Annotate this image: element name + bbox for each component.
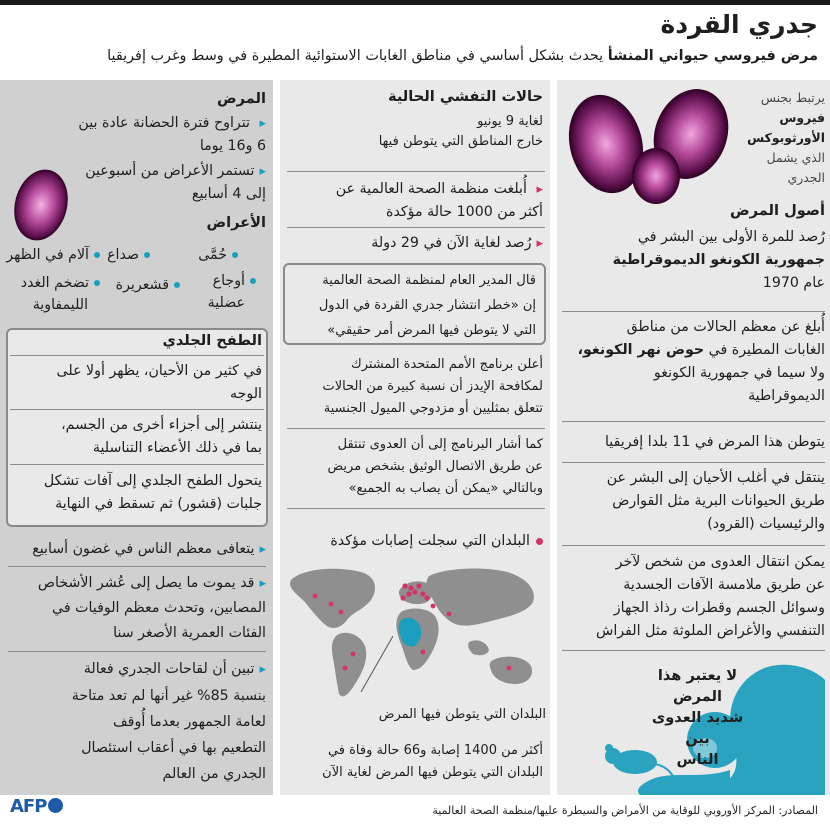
symptom-label: تضخم الغدد: [20, 275, 89, 291]
outbreak-scope: خارج المناطق التي يتوطن فيها: [378, 134, 543, 149]
text-line: الديموقراطية: [748, 388, 825, 404]
map-legend-endemic: البلدان التي يتوطن فيها المرض: [378, 707, 546, 722]
symptom-label: حُمَّى: [198, 247, 227, 263]
divider: [562, 545, 825, 546]
origin-heading: أصول المرض: [730, 202, 825, 219]
rash-heading: الطفح الجلدي: [162, 332, 262, 349]
virus-caption-bold: الأورثوبوكس: [747, 130, 825, 145]
text-line: التنفسي والأغراض الملوثة مثل الفراش: [596, 623, 825, 639]
text-line: الجدري من العالم: [162, 766, 266, 782]
symptom-lymph-nodes: [21, 272, 100, 316]
who-quote-box: [283, 263, 546, 345]
text-line: ينتشر إلى أجزاء أخرى من الجسم،: [61, 417, 262, 433]
divider: [10, 355, 264, 356]
rash-face: [14, 360, 262, 406]
symptom-label: آلام في الظهر: [6, 247, 89, 263]
text-line: البلدان التي يتوطن فيها المرض لغاية الآن: [322, 765, 543, 780]
origin-section: [565, 200, 825, 295]
text-line: بنسبة 85% غير أنها لم تعد متاحة: [71, 688, 266, 704]
text-line: ينتقل في أغلب الأحيان إلى البشر عن: [606, 470, 825, 486]
text-line: تتراوح فترة الحضانة عادة بين: [78, 115, 250, 131]
text-line: أكثر من 1400 إصابة و66 حالة وفاة في: [327, 743, 543, 758]
not-contagious-note: [640, 665, 755, 770]
endemic-countries: يتوطن هذا المرض في 11 بلدا إفريقيا: [604, 434, 825, 450]
symptom-fever: [198, 244, 238, 266]
endemic-stats: [287, 740, 543, 784]
text-line: لعامة الجمهور بعدما أُوقف: [113, 714, 266, 730]
divider: [287, 508, 545, 509]
symptom-back-pain: [6, 244, 100, 266]
divider: [287, 428, 545, 429]
outbreak-date: لغاية 9 يونيو: [477, 114, 543, 129]
text-line: بما في ذلك الأعضاء التناسلية: [92, 440, 262, 456]
disease-heading: المرض: [217, 90, 266, 107]
virus-image: [566, 84, 736, 204]
text-line: رُصد لغاية الآن في 29 دولة: [371, 235, 532, 251]
text-line: أُبلغ عن معظم الحالات من مناطق: [626, 319, 825, 335]
text-line: ولا سيما في جمهورية الكونغو: [653, 365, 825, 381]
text-line: والرئيسيات (القرود): [707, 516, 825, 532]
afp-logo-text: AFP: [10, 796, 47, 817]
text-line: الفئات العمرية الأصغر سنا: [113, 625, 266, 641]
vaccine: [8, 656, 266, 787]
text-line: تستمر الأعراض من أسبوعين: [85, 163, 255, 179]
sources-footer: المصادر: المركز الأوروبي للوقاية من الأمراض والسيطرة عليها/منظمة الصحة العالمية: [432, 804, 818, 817]
rash-spread: [14, 414, 262, 460]
text-line: إلى 4 أسابيع: [191, 186, 266, 202]
divider: [10, 464, 264, 465]
text-line: تتعلق بمثليين أو مزدوجي الميول الجنسية: [323, 401, 543, 416]
symptoms-duration: [75, 160, 266, 206]
spread-statement: [287, 434, 543, 500]
text-line: يمكن انتقال العدوى من شخص لآخر: [615, 554, 825, 570]
text-line: يتحول الطفح الجلدي إلى آفات تشكل: [43, 473, 262, 489]
outbreak-section: [287, 86, 543, 152]
text-line: يتعافى معظم الناس في غضون أسابيع: [32, 541, 255, 557]
divider: [10, 409, 264, 410]
incubation: [8, 112, 266, 158]
virus-caption-line: يرتبط بجنس: [760, 90, 825, 105]
divider: [8, 566, 266, 567]
rash-scabs: [14, 470, 262, 516]
who-cases: [287, 178, 543, 224]
text-line: 6 و16 يوما: [199, 138, 266, 154]
text-line: [565, 339, 825, 362]
virus-caption-line: الذي يشمل: [766, 150, 825, 165]
congo-basin: [565, 316, 825, 408]
divider: [562, 650, 825, 651]
divider: [287, 227, 545, 228]
virus-small-image: [10, 165, 72, 245]
top-bar: [0, 0, 830, 5]
text-span-bold: حوض نهر الكونغو،: [577, 342, 705, 358]
afp-logo: [10, 796, 63, 817]
text-line: لا يعتبر هذا المرض: [657, 667, 738, 705]
divider: [287, 171, 545, 172]
divider: [562, 421, 825, 422]
symptom-muscle-pain: [208, 270, 256, 314]
subtitle-rest: يحدث بشكل أساسي في مناطق الغابات الاستوائية المطيرة في وسط وغرب إفريقيا: [107, 48, 608, 64]
text-line: التي لا يتوطن فيها المرض أمر حقيقي»: [327, 323, 536, 338]
page-title: جدري القردة: [660, 10, 818, 39]
virus-caption-line: الجدري: [787, 170, 825, 185]
outbreak-heading: حالات التفشي الحالية: [387, 88, 543, 105]
text-line: كما أشار البرنامج إلى أن العدوى تنتقل: [337, 437, 543, 452]
symptom-headache: [107, 244, 150, 266]
text-line: إن «خطر انتشار جدري القردة في الدول: [318, 298, 536, 313]
virus-caption: [737, 88, 825, 188]
symptom-label: قشعريرة: [115, 277, 169, 293]
text-line: أكثر من 1000 حالة مؤكدة: [386, 204, 543, 220]
symptom-label: عضلية: [207, 295, 245, 311]
text-line: في كثير من الأحيان، يظهر أولا على: [56, 363, 262, 379]
text-span: الغابات المطيرة في: [704, 342, 825, 358]
subtitle-bold: مرض فيروسي حيواني المنشأ: [607, 48, 818, 64]
text-line: وبالتالي «يمكن أن يصاب به الجميع»: [348, 481, 543, 496]
text-line: المصابين، وتحدث معظم الوفيات في: [52, 600, 266, 616]
recovery: [8, 538, 266, 561]
text-line: تبين أن لقاحات الجدري فعالة: [83, 661, 255, 677]
symptom-chills: [116, 274, 180, 296]
text-line: جلبات (قشور) ثم تسقط في النهاية: [55, 496, 262, 512]
text-line: التطعيم بها في أعقاب استئصال: [81, 740, 266, 756]
text-line: وسوائل الجسم وقطرات رذاذ الجهاز: [613, 600, 825, 616]
text-line: عن طريق ملامسة الآفات الجسدية: [623, 577, 825, 593]
symptom-label: الليمفاوية: [32, 297, 89, 313]
symptoms-heading: الأعراض: [206, 214, 266, 231]
symptom-label: أوجاع: [212, 273, 245, 289]
text-line: رُصد للمرة الأولى بين البشر في: [637, 229, 825, 245]
text-line: قال المدير العام لمنظمة الصحة العالمية: [322, 273, 536, 288]
text-line: لمكافحة الإيدز أن نسبة كبيرة من الحالات: [322, 379, 543, 394]
virus-caption-bold: فيروس: [779, 110, 825, 125]
text-line-bold: جمهورية الكونغو الديموقراطية: [612, 252, 825, 268]
deaths: [8, 571, 266, 646]
divider: [8, 651, 266, 652]
page-subtitle: [8, 44, 818, 68]
divider: [562, 311, 825, 312]
animal-transmission: [565, 467, 825, 536]
text-line: قد يموت ما يصل إلى عُشر الأشخاص: [37, 575, 255, 591]
unaids-statement: [287, 354, 543, 420]
text-line: أعلن برنامج الأمم المتحدة المشترك: [351, 357, 543, 372]
human-transmission: [565, 551, 825, 643]
first-detected: [565, 226, 825, 295]
text-line: عن طريق الاتصال الوثيق بشخص مريض: [327, 459, 543, 474]
map-legend-confirmed: [287, 530, 543, 553]
text-line: الناس: [676, 751, 719, 768]
text-line: الوجه: [230, 386, 262, 402]
legend-label: البلدان التي سجلت إصابات مؤكدة: [330, 533, 530, 549]
symptom-label: صداع: [107, 247, 139, 263]
text-line: عام 1970: [762, 275, 825, 291]
countries-count: [287, 232, 543, 255]
text-line: أُبلغت منظمة الصحة العالمية عن: [335, 181, 527, 197]
pink-dot-icon: [536, 538, 543, 545]
divider: [562, 462, 825, 463]
disease-section: [8, 88, 266, 158]
afp-logo-dot: [48, 798, 63, 813]
text-line: طريق الحيوانات البرية مثل القوارض: [612, 493, 825, 509]
world-map: [283, 558, 547, 708]
text-line: شديد العدوى بين: [651, 709, 744, 747]
